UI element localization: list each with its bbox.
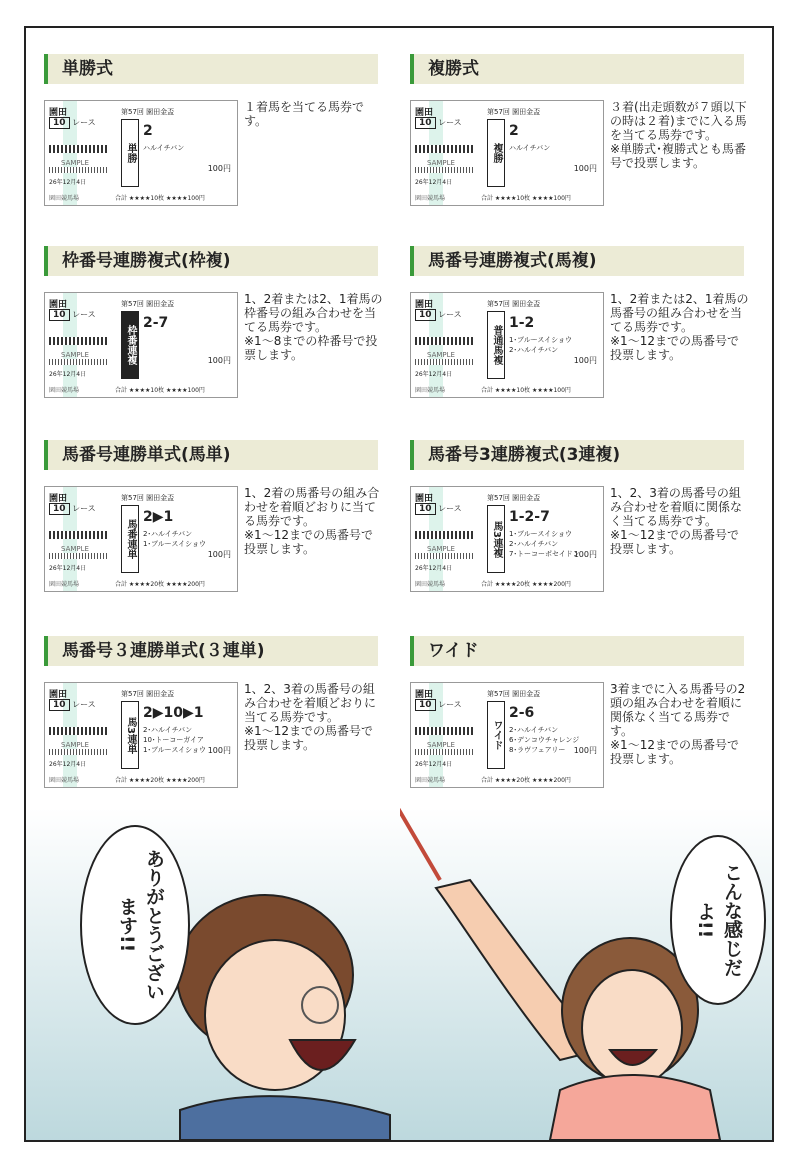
barcode [49,531,109,539]
ticket-sample: SAMPLE [61,351,89,359]
section-title: 馬番号連勝単式(馬単) [44,440,378,470]
ticket-header [121,107,174,117]
ticket-race-unit: レース [72,700,96,709]
ticket-total: 合計 ★★★★20枚 ★★★★200円 [115,777,205,784]
section-description: 1、2着または2、1着馬の馬番号の組み合わせを当てる馬券です。 ※1～12までの馬番号で投票します。 [610,292,749,362]
ticket-total: 合計 ★★★★20枚 ★★★★200円 [481,581,571,588]
ticket-issuer: 園田競馬場 [49,581,80,588]
ticket-sample: SAMPLE [427,741,455,749]
barcode [415,359,475,365]
ticket-race-unit: レース [438,504,462,513]
bet-section [410,54,747,202]
ticket-race-number: 10 [415,699,436,711]
ticket-race [49,503,96,515]
ticket-round: 第57回 [121,108,144,116]
ticket-event: 園田金盃 [512,300,541,308]
ticket-horse-names: 1･ブルースイショウ 2･ハルイチバン 7･トーコーポセイドン [509,530,580,558]
section-description: ３着(出走頭数が７頭以下の時は２着)までに入る馬を当てる馬券です。 ※単勝式･複勝式とも馬番号で投票します。 [610,100,747,170]
barcode [415,727,475,735]
ticket-header [487,689,540,699]
ticket-sample: SAMPLE [61,741,89,749]
ticket-bet-type: 馬3連複 [487,505,505,573]
ticket-issuer: 園田競馬場 [415,581,446,588]
ticket-venue: 園田 [49,690,68,700]
ticket-price: 100円 [573,356,597,365]
ticket-round: 第57回 [487,108,510,116]
barcode [49,337,109,345]
ticket-total: 合計 ★★★★10枚 ★★★★100円 [115,195,205,202]
ticket-horse-names: 2･ハルイチバン 1･ブルースイショウ [143,530,207,548]
barcode [49,167,109,173]
ticket-bet-type: ワイド [487,701,505,769]
ticket-issuer: 園田競馬場 [415,387,446,394]
ticket-date: 26年12月4日 [415,565,453,572]
ticket-issuer: 園田競馬場 [49,195,80,202]
ticket-bet-type: 単勝 [121,119,139,187]
ticket-bet-numbers: 2▶1 [143,509,174,525]
ticket-horse-names: ハルイチバン [509,144,551,152]
ticket-total: 合計 ★★★★10枚 ★★★★100円 [481,195,571,202]
ticket-round: 第57回 [487,494,510,502]
ticket-total: 合計 ★★★★20枚 ★★★★200円 [115,581,205,588]
barcode [49,727,109,735]
barcode [49,553,109,559]
ticket-venue: 園田 [415,494,434,504]
speech-bubble-explain [670,835,766,1005]
ticket-venue: 園田 [415,300,434,310]
ticket-header [487,107,540,117]
ticket-race [415,117,462,129]
ticket-image [44,486,238,592]
bet-section [44,636,378,784]
ticket-event: 園田金盃 [512,690,541,698]
ticket-race-unit: レース [438,700,462,709]
ticket-race-number: 10 [49,309,70,321]
barcode [415,749,475,755]
ticket-issuer: 園田競馬場 [415,777,446,784]
ticket-bet-numbers: 2 [509,123,519,139]
section-title: 複勝式 [410,54,744,84]
ticket-date: 26年12月4日 [49,179,87,186]
section-description: 1、2着の馬番号の組み合わせを着順どおりに当てる馬券です。 ※1～12までの馬番号で投票します。 [244,486,380,556]
barcode [415,167,475,173]
ticket-venue: 園田 [415,690,434,700]
ticket-price: 100円 [573,550,597,559]
ticket-race-unit: レース [72,310,96,319]
man-shirt [180,1096,390,1140]
barcode [49,145,109,153]
ticket-date: 26年12月4日 [415,179,453,186]
ticket-sample: SAMPLE [427,545,455,553]
barcode [415,145,475,153]
ticket-date: 26年12月4日 [415,761,453,768]
ticket-event: 園田金盃 [146,690,175,698]
ticket-horse-names: ハルイチバン [143,144,185,152]
ticket-date: 26年12月4日 [49,761,87,768]
section-description: １着馬を当てる馬券です。 [244,100,365,128]
ticket-round: 第57回 [487,300,510,308]
barcode [415,553,475,559]
ticket-bet-numbers: 1-2 [509,315,535,331]
section-description: 3着までに入る馬番号の2頭の組み合わせを着順に関係なく当てる馬券です。 ※1～12までの馬番号で投票します。 [610,682,746,766]
ticket-race-number: 10 [415,503,436,515]
ticket-event: 園田金盃 [512,494,541,502]
ticket-date: 26年12月4日 [415,371,453,378]
ticket-price: 100円 [207,746,231,755]
ticket-race [49,117,96,129]
ticket-price: 100円 [207,356,231,365]
ticket-race-number: 10 [49,503,70,515]
bet-section [44,54,378,202]
ticket-venue: 園田 [49,494,68,504]
ticket-bet-type: 馬3連単 [121,701,139,769]
ticket-bet-numbers: 2-6 [509,705,535,721]
ticket-round: 第57回 [121,494,144,502]
section-title: ワイド [410,636,744,666]
speech-explain-text: こんな感じだよ!! [694,863,743,977]
bet-section [44,440,380,588]
ticket-bet-numbers: 2-7 [143,315,169,331]
barcode [49,749,109,755]
section-title: 単勝式 [44,54,378,84]
ticket-header [487,299,540,309]
ticket-bet-numbers: 2 [143,123,153,139]
section-description: 1、2、3着の馬番号の組み合わせを着順に関係なく当てる馬券です。 ※1～12までの馬番号で投票します。 [610,486,743,556]
section-title: 馬番号3連勝複式(3連複) [410,440,744,470]
section-title: 馬番号３連勝単式(３連単) [44,636,378,666]
ticket-price: 100円 [573,746,597,755]
ticket-bet-numbers: 1-2-7 [509,509,550,525]
ticket-race-number: 10 [415,309,436,321]
ticket-race-unit: レース [72,504,96,513]
ticket-header [121,689,174,699]
ticket-event: 園田金盃 [146,300,175,308]
ticket-sample: SAMPLE [61,545,89,553]
barcode [415,531,475,539]
ticket-header [121,493,174,503]
ticket-date: 26年12月4日 [49,565,87,572]
ticket-image [44,292,238,398]
ticket-image [410,486,604,592]
ticket-total: 合計 ★★★★20枚 ★★★★200円 [481,777,571,784]
speech-thanks-text: ありがとうございます!! [116,849,165,1001]
ticket-issuer: 園田競馬場 [49,387,80,394]
ticket-image [44,100,238,206]
ticket-race-number: 10 [49,117,70,129]
ticket-horse-names: 2･ハルイチバン 6･デンコウチャレンジ 8･ラヴフェアリー [509,726,580,754]
girl-face [582,970,682,1086]
ticket-event: 園田金盃 [146,108,175,116]
ticket-price: 100円 [573,164,597,173]
ticket-sample: SAMPLE [427,159,455,167]
section-description: 1、2着または2、1着馬の枠番号の組み合わせを当てる馬券です。 ※1～8までの枠番号で投票します。 [244,292,383,362]
ticket-bet-type: 普通馬複 [487,311,505,379]
ticket-race [49,699,96,711]
ticket-bet-type: 馬番連単 [121,505,139,573]
ticket-race [49,309,96,321]
bet-section [44,246,383,394]
section-description: 1、2、3着の馬番号の組み合わせを着順どおりに当てる馬券です。 ※1～12までの馬番号で投票します。 [244,682,377,752]
ticket-venue: 園田 [415,108,434,118]
pointer-stick [400,760,440,880]
ticket-sample: SAMPLE [61,159,89,167]
ticket-issuer: 園田競馬場 [49,777,80,784]
ticket-event: 園田金盃 [512,108,541,116]
ticket-bet-numbers: 2▶10▶1 [143,705,204,721]
ticket-issuer: 園田競馬場 [415,195,446,202]
speech-bubble-thanks [80,825,190,1025]
ticket-race-number: 10 [415,117,436,129]
ticket-date: 26年12月4日 [49,371,87,378]
section-title: 枠番号連勝複式(枠複) [44,246,378,276]
ticket-price: 100円 [207,550,231,559]
ticket-bet-type: 枠番連複 [121,311,139,379]
barcode [415,337,475,345]
ticket-header [487,493,540,503]
ticket-race-unit: レース [438,310,462,319]
ticket-race-unit: レース [72,118,96,127]
ticket-image [44,682,238,788]
ticket-image [410,100,604,206]
ticket-race-number: 10 [49,699,70,711]
ticket-round: 第57回 [487,690,510,698]
bet-section [410,440,744,588]
ticket-image [410,292,604,398]
ticket-round: 第57回 [121,690,144,698]
ticket-horse-names: 2･ハルイチバン 10･トーコーガイア 1･ブルースイショウ [143,726,207,754]
ticket-race [415,503,462,515]
ticket-sample: SAMPLE [427,351,455,359]
bet-section [410,246,749,394]
ticket-race [415,309,462,321]
ticket-total: 合計 ★★★★10枚 ★★★★100円 [481,387,571,394]
ticket-header [121,299,174,309]
ticket-event: 園田金盃 [146,494,175,502]
ticket-horse-names: 1･ブルースイショウ 2･ハルイチバン [509,336,573,354]
ticket-race-unit: レース [438,118,462,127]
bet-section [410,636,746,784]
ticket-price: 100円 [207,164,231,173]
ticket-venue: 園田 [49,108,68,118]
ticket-total: 合計 ★★★★10枚 ★★★★100円 [115,387,205,394]
ticket-bet-type: 複勝 [487,119,505,187]
barcode [49,359,109,365]
ticket-venue: 園田 [49,300,68,310]
ticket-race [415,699,462,711]
girl-shirt [550,1075,720,1140]
section-title: 馬番号連勝複式(馬複) [410,246,744,276]
ticket-round: 第57回 [121,300,144,308]
